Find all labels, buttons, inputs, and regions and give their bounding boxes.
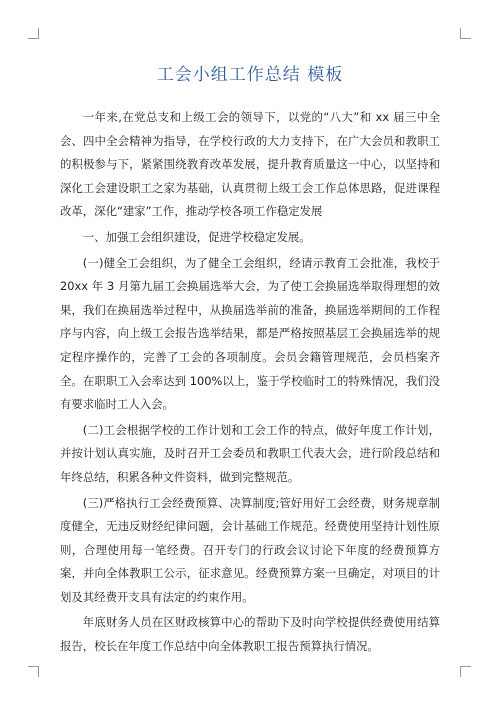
crop-mark-top-left [28, 28, 39, 39]
paragraph-1: (一)健全工会组织，为了健全工会组织，经请示教育工会批准，我校于 20xx 年 3 月第九届工会换届选举大会，为了使工会换届选举取得理想的效果，我们在换届选举过程中，从换届选举前的准备，换届选举期间的工作程序与内容，向上级工会报告选举结果，都是严格按照基层工会换届选举的规定程序操作的，完善了工会的各项制度。会员会籍管理规范，会员档案齐全。在职职工入会率达到 100%以上，鉴于学校临时工的特殊情况，我们没有要求临时工人入会。 [60, 255, 440, 412]
crop-mark-bottom-right [460, 666, 471, 677]
section-heading-1: 一、加强工会组织建设，促进学校稳定发展。 [82, 229, 311, 244]
paragraph-intro: 一年来,在党总支和上级工会的领导下，以党的“八大”和 xx 届三中全会、四中全会精神为指导，在学校行政的大力支持下，在广大会员和教职工的积极参与下，紧紧围绕教育改革发展，提升教育质量这一中心，以坚持和深化工会建设职工之家为基础，认真贯彻上级工会工作总体思路，促进课程改革，深化“建家”工作，推动学校各项工作稳定发展 [60, 110, 440, 219]
paragraph-2: (二)工会根据学校的工作计划和工会工作的特点，做好年度工作计划，并按计划认真实施，及时召开工会委员和教职工代表大会，进行阶段总结和年终总结，积累各种文件资料，做到完整规范。 [60, 422, 440, 484]
document-title: 工会小组工作总结 模板 [156, 65, 344, 85]
crop-mark-top-right [460, 28, 471, 39]
document-body [60, 106, 440, 661]
crop-mark-bottom-left [28, 666, 39, 677]
paragraph-3: (三)严格执行工会经费预算、决算制度;管好用好工会经费，财务规章制度健全，无违反财经纪律问题，会计基础工作规范。经费使用坚持计划性原则，合理使用每一笔经费。召开专门的行政会议讨论下年度的经费预算方案，并向全体教职工公示，征求意见。经费预算方案一旦确定，对项目的计划及其经费开支具有法定的约束作用。 [60, 495, 440, 604]
paragraph-4: 年底财务人员在区财政核算中心的帮助下及时向学校提供经费使用结算报告，校长在年度工作总结中向全体教职工报告预算执行情况。 [60, 615, 440, 654]
